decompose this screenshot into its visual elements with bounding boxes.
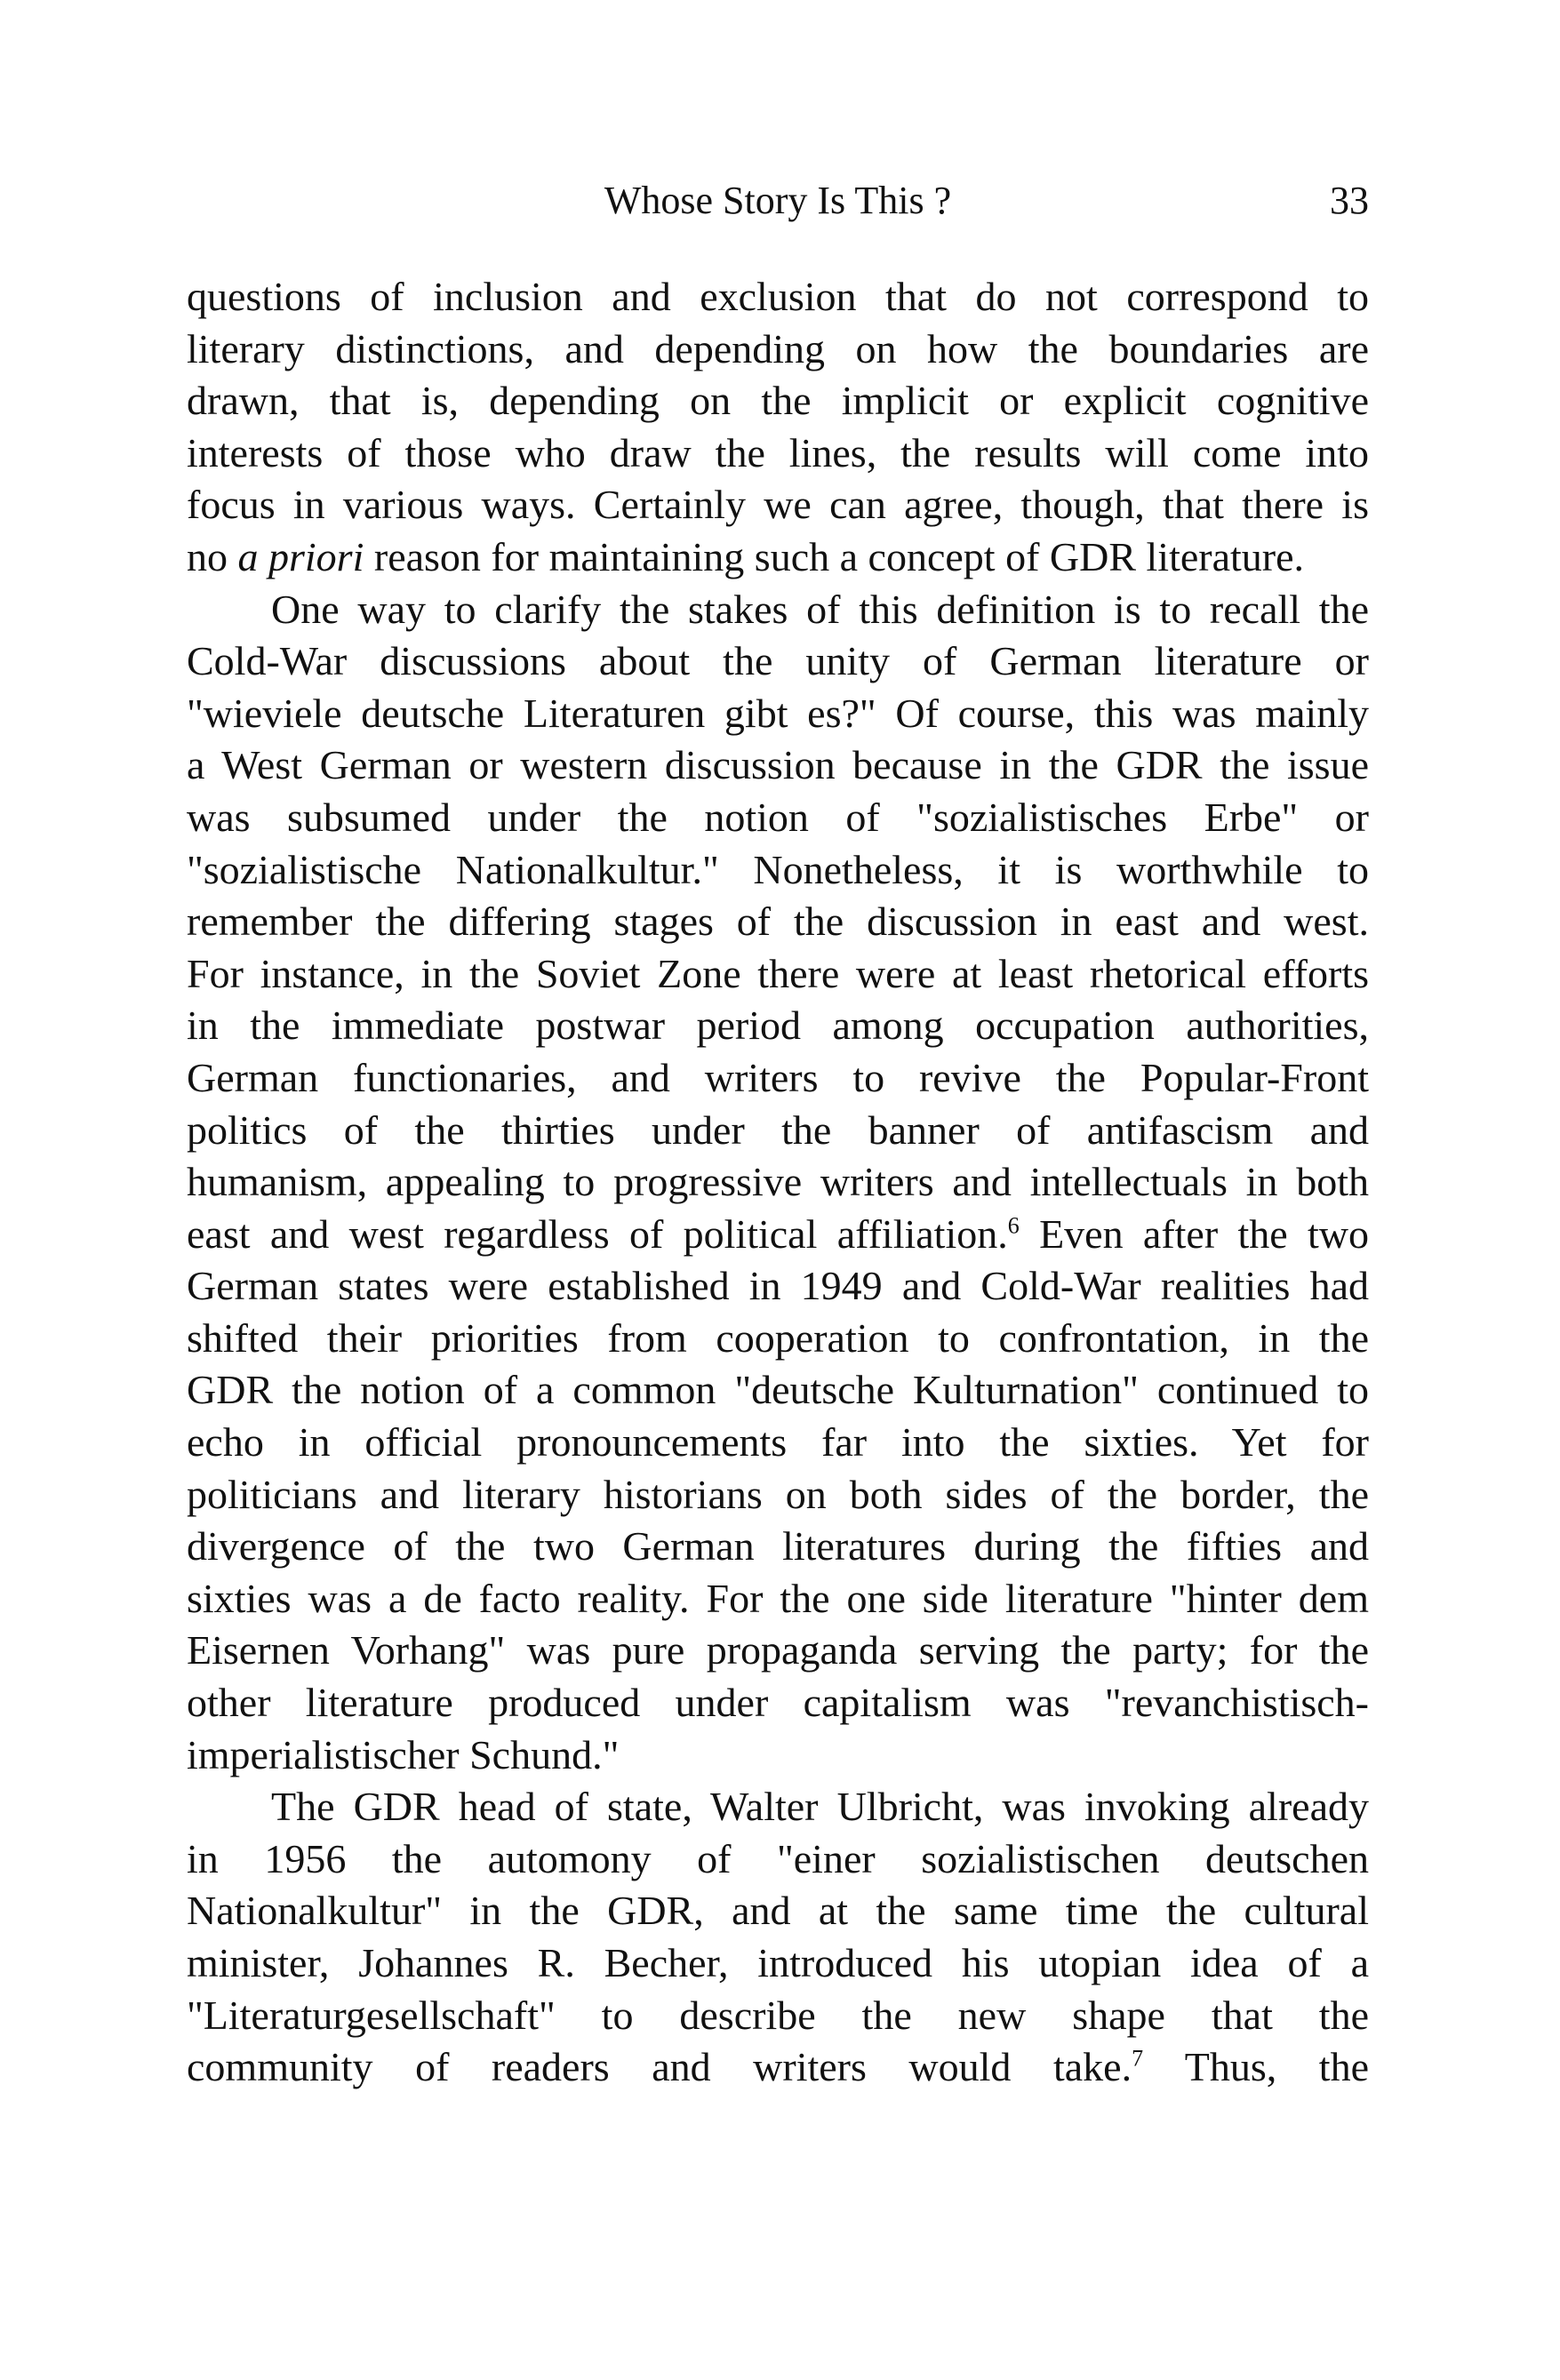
- text-line: questions of inclusion and exclusion that do not correspond to: [187, 274, 1369, 319]
- paragraph-2: [187, 584, 1369, 1782]
- text-fragment: reason for maintaining such a concept of GDR literature.: [364, 533, 1305, 579]
- text-fragment: community of readers and writers would take.: [187, 2044, 1132, 2090]
- text-line: humanism, appealing to progressive writers and intellectuals in both: [187, 1159, 1369, 1205]
- running-title: Whose Story Is This ?: [604, 179, 952, 222]
- text-line: The GDR head of state, Walter Ulbricht, was invoking already: [271, 1784, 1369, 1830]
- text-line: sixties was a de facto reality. For the one side literature "hinter dem: [187, 1575, 1369, 1621]
- text-line: Eisernen Vorhang" was pure propaganda serving the party; for the: [187, 1627, 1369, 1673]
- text-line: politicians and literary historians on both sides of the border, the: [187, 1471, 1369, 1517]
- text-line: Cold-War discussions about the unity of German literature or: [187, 638, 1369, 684]
- footnote-reference[interactable]: 7: [1132, 2045, 1144, 2072]
- text-line: in the immediate postwar period among occupation authorities,: [187, 1002, 1369, 1049]
- text-line: drawn, that is, depending on the implicit or explicit cognitive: [187, 378, 1369, 424]
- paragraph-3: [187, 1781, 1369, 2094]
- text-line: shifted their priorities from cooperation to confrontation, in the: [187, 1314, 1369, 1361]
- footnote-reference[interactable]: 6: [1007, 1212, 1020, 1239]
- text-line: minister, Johannes R. Becher, introduced his utopian idea of a: [187, 1940, 1369, 1985]
- text-line: interests of those who draw the lines, the results will come into: [187, 429, 1369, 475]
- text-line: literary distinctions, and depending on how the boundaries are: [187, 325, 1369, 371]
- text-line: in 1956 the automony of "einer sozialistischen deutschen: [187, 1835, 1369, 1881]
- running-head: [187, 174, 1369, 236]
- paragraph-1: [187, 271, 1369, 584]
- text-line: "wieviele deutsche Literaturen gibt es?" Of course, this was mainly: [187, 690, 1369, 736]
- text-fragment: no: [187, 533, 238, 579]
- text-line: For instance, in the Soviet Zone there were at least rhetorical efforts: [187, 950, 1369, 996]
- text-line: focus in various ways. Certainly we can agree, though, that there is: [187, 482, 1369, 528]
- text-line: [187, 531, 1369, 584]
- page-number: 33: [1330, 179, 1369, 222]
- text-fragment: Even after the two: [1019, 1210, 1369, 1257]
- text-fragment: east and west regardless of political affiliation.: [187, 1210, 1008, 1257]
- text-line: "Literaturgesellschaft" to describe the new shape that the: [187, 1992, 1369, 2038]
- text-line: politics of the thirties under the banner of antifascism and: [187, 1106, 1369, 1153]
- text-line: [187, 1209, 1369, 1261]
- text-line: GDR the notion of a common "deutsche Kulturnation" continued to: [187, 1367, 1369, 1413]
- text-fragment: Thus, the: [1143, 2044, 1369, 2090]
- text-line: divergence of the two German literatures during the fifties and: [187, 1523, 1369, 1569]
- text-line: was subsumed under the notion of "sozialistisches Erbe" or: [187, 794, 1369, 840]
- text-line: other literature produced under capitalism was "revanchistisch-: [187, 1680, 1369, 1726]
- body-text: [187, 271, 1369, 2094]
- text-line: German functionaries, and writers to revive the Popular-Front: [187, 1054, 1369, 1100]
- text-line: "sozialistische Nationalkultur." Nonetheless, it is worthwhile to: [187, 846, 1369, 892]
- text-line: a West German or western discussion because in the GDR the issue: [187, 742, 1369, 788]
- text-line: imperialistischer Schund.": [187, 1731, 620, 1777]
- text-line: One way to clarify the stakes of this definition is to recall the: [271, 586, 1369, 632]
- text-line: remember the differing stages of the discussion in east and west.: [187, 898, 1369, 945]
- text-line: echo in official pronouncements far into the sixties. Yet for: [187, 1419, 1369, 1466]
- text-line: German states were established in 1949 and Cold-War realities had: [187, 1263, 1369, 1309]
- text-line: [187, 2041, 1369, 2094]
- italic-term: a priori: [237, 533, 364, 579]
- text-line: Nationalkultur" in the GDR, and at the same time the cultural: [187, 1888, 1369, 1934]
